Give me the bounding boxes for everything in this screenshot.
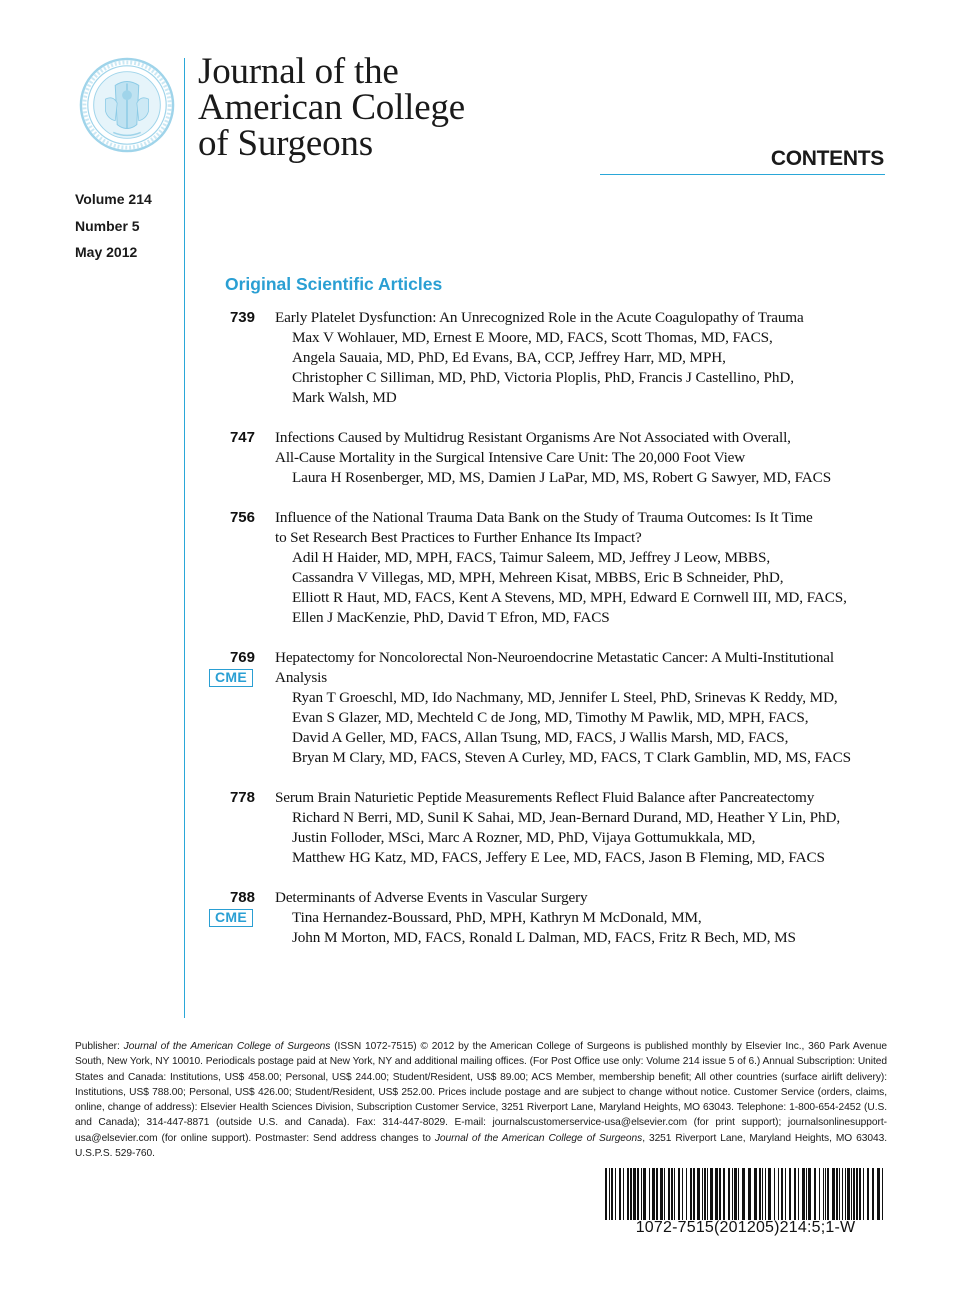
contents-heading: CONTENTS [770, 147, 884, 170]
publisher-prefix: Publisher: [75, 1041, 124, 1052]
page-number: 769 [229, 649, 255, 666]
author-line: Matthew HG Katz, MD, FACS, Jeffery E Lee, MD, FACS, Jason B Fleming, MD, FACS [292, 849, 825, 866]
page-number: 778 [229, 789, 255, 806]
author-line: Mark Walsh, MD [292, 389, 397, 406]
contents-rule [600, 174, 885, 175]
author-line: Elliott R Haut, MD, FACS, Kent A Stevens, MD, MPH, Edward E Cornwell III, MD, FACS, [292, 589, 847, 606]
article-authors [292, 468, 892, 488]
author-line: David A Geller, MD, FACS, Allan Tsung, MD, FACS, J Wallis Marsh, MD, FACS, [292, 729, 789, 746]
issue-volume: Volume 214 [75, 191, 152, 207]
article-title-line: Infections Caused by Multidrug Resistant Organisms Are Not Associated with Overall, [275, 429, 791, 446]
article-title-line: to Set Research Best Practices to Further Enhance Its Impact? [275, 529, 642, 546]
article-title-line: All-Cause Mortality in the Surgical Intensive Care Unit: The 20,000 Foot View [275, 449, 746, 466]
publisher-journal-name: Journal of the American College of Surgeons [434, 1132, 643, 1144]
article-title-line: Serum Brain Naturietic Peptide Measurements Reflect Fluid Balance after Pancreatectomy [275, 789, 815, 806]
author-line: Bryan M Clary, MD, FACS, Steven A Curley, MD, FACS, T Clark Gamblin, MD, MS, FACS [292, 749, 851, 766]
author-line: Ryan T Groeschl, MD, Ido Nachmany, MD, Jennifer L Steel, PhD, Srinevas K Reddy, MD, [292, 689, 838, 706]
college-seal-icon [78, 56, 176, 154]
cme-badge[interactable]: CME [209, 909, 253, 927]
article-title-line: Analysis [275, 669, 327, 686]
page-number: 788 [229, 889, 255, 906]
article-authors [292, 688, 892, 768]
publisher-text: , 3251 Riverport Lane, Maryland Heights, MO 63043. U.S.P.S. 529-760. [75, 1132, 887, 1160]
author-line: Adil H Haider, MD, MPH, FACS, Taimur Saleem, MD, Jeffrey J Leow, MBBS, [292, 549, 771, 566]
barcode [604, 1168, 887, 1236]
publisher-text: (ISSN 1072-7515) © 2012 by the American College of Surgeons is published monthly by Elsevier Inc., 360 Park Avenue South, New York, NY 10010. Periodicals postage paid at New York, NY and additional mailing offices. (For Post Office use only: Volume 214 issue 5 of 6.) Annual Subscription: United States and Canada: Institutions, US$ 458.00; Personal, US$ 244.00; Student/Resident, US$ 89.00; ACS Member, membership benefit; All other countries (surface airlift delivery): Institutions, US$ 788.00; Personal, US$ 426.00; Student/Resident, US$ 252.00. Prices include postage and are subject to change without notice. Customer Service (orders, claims, online, change of address): Elsevier Health Sciences Division, Subscription Customer Service, 3251 Riverport Lane, Maryland Heights, MO 63043. Telephone: 1-800-654-2452 (U.S. and Canada); 314-447-8871 (outside U.S. and Canada). Fax: 314-447-8029. E-mail: journalscustomerservice-usa@elsevier.com (for print support); journalsonlinesupport-usa@elsevier.com (for online support). Postmaster: Send address changes to [75, 1041, 887, 1144]
article-title[interactable] [275, 788, 895, 808]
cme-badge[interactable]: CME [209, 669, 253, 687]
article-title-line: Hepatectomy for Noncolorectal Non-Neuroendocrine Metastatic Cancer: A Multi-Institutional [275, 649, 834, 666]
article-title[interactable] [275, 888, 895, 908]
author-line: Angela Sauaia, MD, PhD, Ed Evans, BA, CCP, Jeffrey Harr, MD, MPH, [292, 349, 726, 366]
journal-title-line: of Surgeons [198, 123, 373, 164]
section-heading: Original Scientific Articles [225, 274, 443, 294]
article-authors [292, 328, 892, 408]
author-line: Cassandra V Villegas, MD, MPH, Mehreen Kisat, MBBS, Eric B Schneider, PhD, [292, 569, 784, 586]
article-authors [292, 908, 892, 948]
barcode-icon [604, 1168, 887, 1220]
issue-date: May 2012 [75, 244, 138, 260]
publisher-info [75, 1039, 887, 1161]
page-number: 756 [229, 509, 255, 526]
article-title-line: Influence of the National Trauma Data Bank on the Study of Trauma Outcomes: Is It Time [275, 509, 813, 526]
column-divider [184, 58, 185, 1018]
author-line: Laura H Rosenberger, MD, MS, Damien J LaPar, MD, MS, Robert G Sawyer, MD, FACS [292, 469, 832, 486]
journal-title-line: Journal of the [198, 51, 399, 92]
article-title-line: Determinants of Adverse Events in Vascular Surgery [275, 889, 588, 906]
author-line: Christopher C Silliman, MD, PhD, Victoria Ploplis, PhD, Francis J Castellino, PhD, [292, 369, 794, 386]
author-line: Richard N Berri, MD, Sunil K Sahai, MD, Jean-Bernard Durand, MD, Heather Y Lin, PhD, [292, 809, 841, 826]
article-title-line: Early Platelet Dysfunction: An Unrecognized Role in the Acute Coagulopathy of Trauma [275, 309, 804, 326]
article-title[interactable] [275, 428, 895, 468]
author-line: Ellen J MacKenzie, PhD, David T Efron, MD, FACS [292, 609, 610, 626]
author-line: John M Morton, MD, FACS, Ronald L Dalman, MD, FACS, Fritz R Bech, MD, MS [292, 929, 796, 946]
author-line: Max V Wohlauer, MD, Ernest E Moore, MD, FACS, Scott Thomas, MD, FACS, [292, 329, 773, 346]
author-line: Justin Folloder, MSci, Marc A Rozner, MD, PhD, Vijaya Gottumukkala, MD, [292, 829, 756, 846]
page-number: 747 [229, 429, 255, 446]
page-number: 739 [229, 309, 255, 326]
article-title[interactable] [275, 508, 895, 548]
author-line: Evan S Glazer, MD, Mechteld C de Jong, MD, Timothy M Pawlik, MD, MPH, FACS, [292, 709, 809, 726]
article-title[interactable] [275, 648, 895, 688]
author-line: Tina Hernandez-Boussard, PhD, MPH, Kathryn M McDonald, MM, [292, 909, 702, 926]
article-authors [292, 548, 892, 628]
issue-number: Number 5 [75, 218, 140, 234]
journal-title-line: American College [198, 87, 466, 128]
article-authors [292, 808, 892, 868]
publisher-journal-name: Journal of the American College of Surgeons [123, 1041, 331, 1052]
barcode-number: 1072-7515(201205)214:5;1-W [635, 1219, 856, 1236]
journal-title [198, 51, 466, 164]
article-title[interactable] [275, 308, 895, 328]
